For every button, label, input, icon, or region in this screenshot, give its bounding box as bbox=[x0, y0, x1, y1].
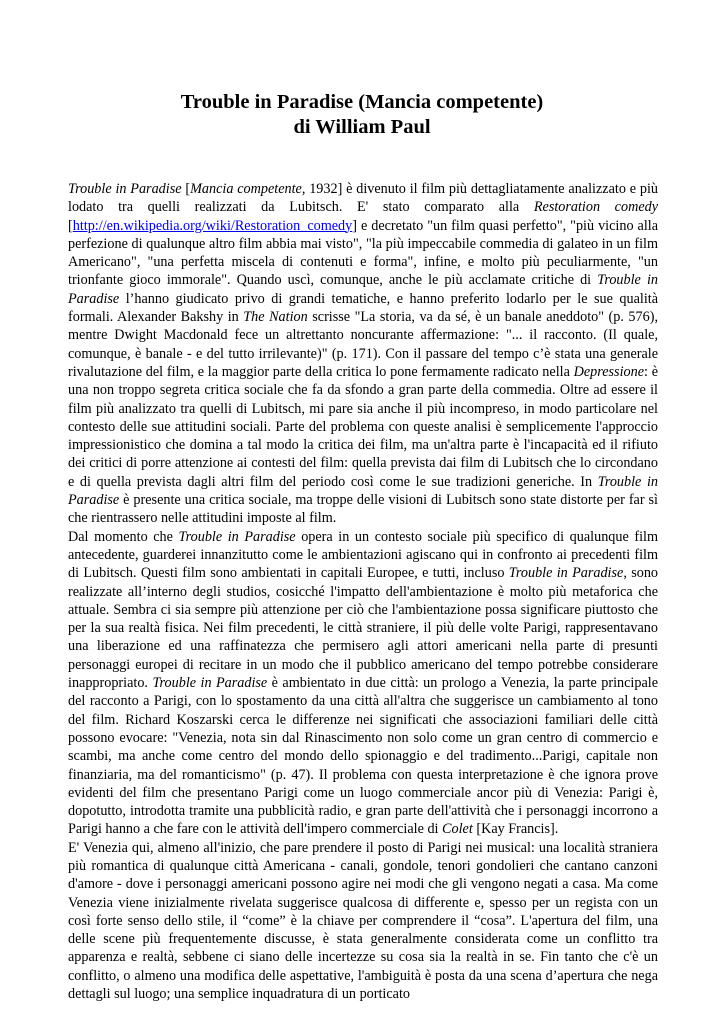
paragraph-1 bbox=[68, 180, 658, 528]
document-title bbox=[0, 90, 724, 140]
film-title: Trouble in Paradise bbox=[508, 565, 624, 582]
text-run: scrisse "La storia, va da sé, è un banale aneddoto" (p. 576), mentre Dwight Macdonald fece un altrettanto noncurante affermazione: "... il racconto. (Il quale, comunque, è banale - e del tutto irrilevante)" (p. 171). Con il passare del tempo c’è stata una generale rivalutazione del film, e la maggior parte della critica lo pone fermamente radicato nella bbox=[68, 309, 658, 380]
film-title-italian: Mancia competente bbox=[190, 181, 302, 197]
text-run: : è una non troppo segreta critica sociale che fa da sfondo a gran parte della commedia. Oltre ad essere il film più analizzato tra quelli di Lubitsch, mi pare sia anche il più incompreso, in modo particolare nel contesto delle sue attitudini sociali. Parte del problema con queste analisi è semplicemente l'approccio impressionistico che domina a tal modo la critica dei film, ma un'altra parte è l'incapacità ed il rifiuto dei critici di porre attenzione ai contesti del film: quella prevista dai film di Lubitsch che lo circondano e di quella prevista dagli altri film del periodo così come le sue tradizioni generiche. In bbox=[68, 363, 658, 490]
document-body bbox=[68, 180, 658, 1003]
text-run: , 1932] è divenuto il film più dettagliatamente analizzato e più lodato tra quelli realizzati da Lubitsch. E' stato comparato alla bbox=[68, 181, 658, 216]
text-run: Dal momento che bbox=[68, 528, 179, 545]
publication-name: The Nation bbox=[243, 309, 308, 326]
era-name: Depressione bbox=[573, 363, 645, 380]
film-title: Trouble in Paradise bbox=[68, 473, 658, 509]
text-run: [Kay Francis]. bbox=[472, 821, 559, 838]
film-title: Trouble in Paradise bbox=[68, 181, 182, 197]
title-line-2: di William Paul bbox=[293, 116, 431, 138]
text-run: è ambientato in due città: un prologo a Venezia, la parte principale del racconto a Parigi, con lo spostamento da una città all'altra che suggerisce un cambiamento al tono del film. Richard Koszarski cerca le differenze nei significati che associazioni familiari delle città possono evocare: "Venezia, nota sin dal Rinascimento non solo come un gran centro di commercio e scambi, ma anche come centro del mondo dello spionaggio e del tradimento...Parigi, capitale non finanziaria, ma del romanticismo" (p. 47). Il problema con questa interpretazione è che ignora prove evidenti del film che presentano Parigi come un luogo commerciale ancor più di Venezia: Parigi è, dopotutto, introdotta tramite una pubblicità radio, e gran parte dell'attività che i personaggi incorrono a Parigi hanno a che fare con le attività dell'impero commerciale di bbox=[68, 675, 658, 838]
text-run: è presente una critica sociale, ma troppe delle visioni di Lubitsch sono state distorte per far sì che rientrassero nelle attitudini imposte al film. bbox=[68, 492, 658, 527]
wikipedia-link[interactable]: http://en.wikipedia.org/wiki/Restoration_comedy bbox=[72, 217, 353, 234]
genre-name: Restoration comedy bbox=[533, 199, 659, 216]
text-run: opera in un contesto sociale più specifico di qualunque film antecedente, guarderei innanzitutto come le ambientazioni agiscano qui in confronto ai precedenti film di Lubitsch. Questi film sono ambientati in capitali Europee, e tutti, incluso bbox=[68, 528, 659, 582]
text-run: [ bbox=[181, 181, 191, 197]
text-run: l’hanno giudicato privo di grandi tematiche, e hanno preferito lodarlo per le sue qualità formali. Alexander Bakshy in bbox=[68, 290, 658, 326]
text-run: , sono realizzate all’interno degli studios, cosicché l'impatto dell'ambientazione è molto più metaforica che attuale. Sembra ci sia sempre più attenzione per ciò che l'ambientazione possa significare piuttosto che per la sua realtà fisica. Nei film precedenti, le città straniere, il più delle volte Parigi, rappresentavano una liberazione ed una raffinatezza che permisero agli attori americani nella parte di presunti personaggi europei di recitare in un modo che il pubblico americano del tempo potrebbe considerare inappropriato. bbox=[68, 565, 659, 692]
text-run: [ bbox=[68, 217, 73, 234]
paragraph-2 bbox=[68, 528, 658, 839]
character-name: Colet bbox=[442, 821, 473, 838]
title-line-1: Trouble in Paradise (Mancia competente) bbox=[180, 91, 544, 113]
film-title: Trouble in Paradise bbox=[68, 272, 658, 307]
film-title: Trouble in Paradise bbox=[178, 528, 296, 545]
film-title: Trouble in Paradise bbox=[152, 675, 268, 692]
text-run: ] e decretato "un film quasi perfetto", "più vicino alla perfezione di qualunque altro film abbia mai visto", "la più impeccabile commedia di galateo in un film Americano", "una perfetta miscela di contenuti e forma", infine, e molto più peculiarmente, "un trionfante gioco immorale". Quando uscì, comunque, anche le più acclamate critiche di bbox=[68, 217, 658, 289]
paragraph-3: E' Venezia qui, almeno all'inizio, che pare prendere il posto di Parigi nei musical: una località straniera più romantica di qualunque città Americana - canali, gondole, tenori gondolieri che cantano canzoni d'amore - dove i personaggi americani possono agire nei modi che gli vengono negati a casa. Ma come Venezia viene inizialmente rivelata suggerisce qualcosa di differente e, spesso per un regista con un così forte senso dello stile, il “come” è la chiave per comprendere il “cosa”. L'apertura del film, una delle scene più frequentemente discusse, è stata generalmente considerata come un conflitto tra apparenza e realtà, sebbene ci siano delle incertezze su cosa sia la realtà in se. Fin tanto che c'è un conflitto, o almeno una modifica delle aspettative, l'ambiguità è posta da una scena d’apertura che nega dettagli sul luogo; una semplice inquadratura di un porticato bbox=[68, 839, 658, 1003]
